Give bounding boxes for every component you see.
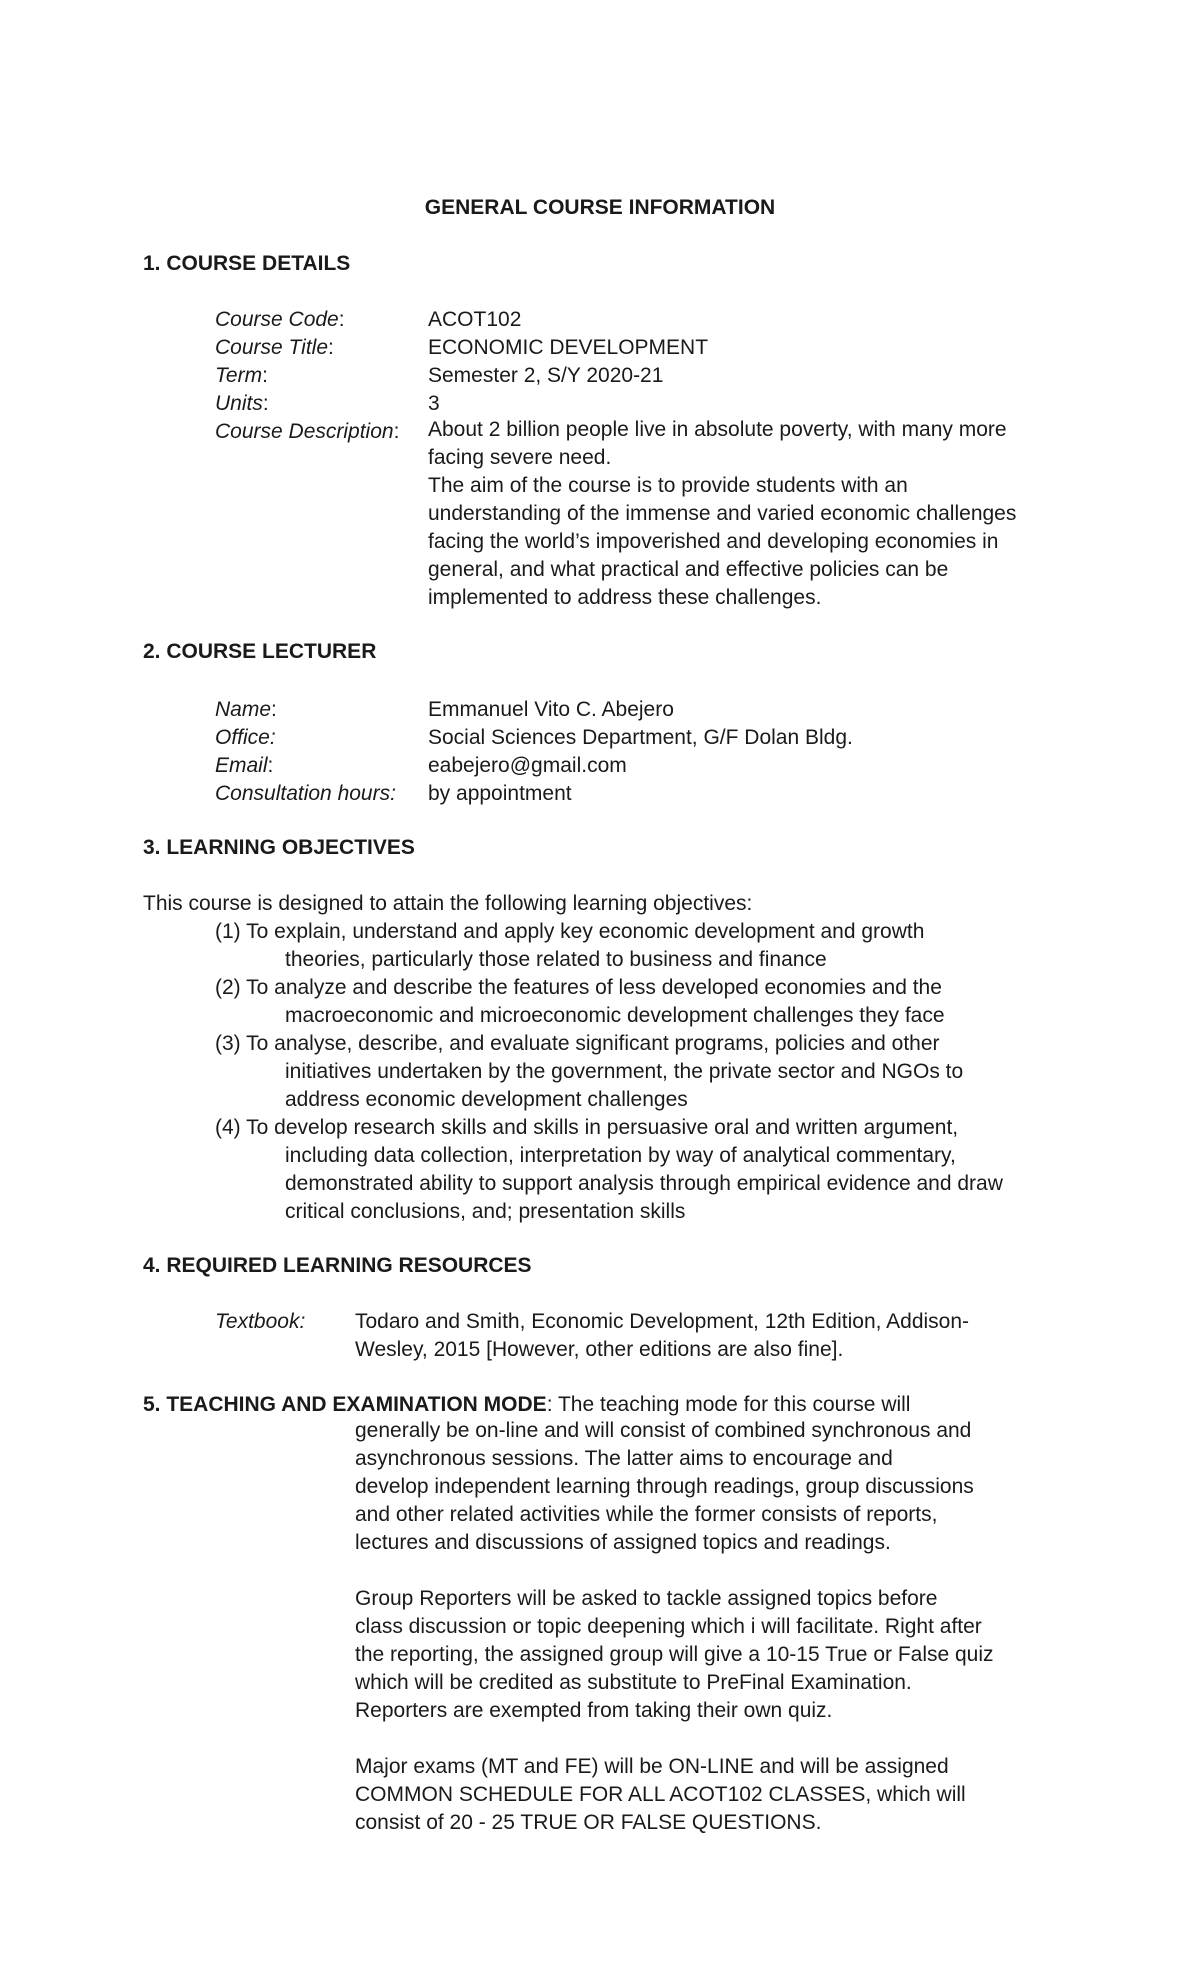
lecturer-office: Social Sciences Department, G/F Dolan Bldg. [428, 726, 853, 749]
group-reporters-paragraph: Group Reporters will be asked to tackle assigned topics before class discussion or topic deepening which i will facilitate. Right after the reporting, the assigned group will give a 10-15 True or False quiz which will be credited as substitute to PreFinal Examination. Reporters are exempted from taking their own quiz. [355, 1587, 994, 1722]
textbook-line: Todaro and Smith, Economic Development, 12th Edition, Addison- [355, 1310, 970, 1333]
field-value-course-code: ACOT102 [428, 308, 522, 331]
list-item: (2) To analyze and describe the features of less developed economies and the [215, 976, 942, 999]
field-label: Email: [215, 754, 274, 777]
course-description-text: About 2 billion people live in absolute poverty, with many more facing severe need. The aim of the course is to provide students with an understanding of the immense and varied economic challenges facing the world’s impoverished and developing economies in general, and what practical and effective policies can be implemented to address these challenges. [428, 418, 1017, 609]
section-heading-learning-objectives: 3. LEARNING OBJECTIVES [143, 836, 415, 859]
lecturer-consultation-hours: by appointment [428, 782, 572, 805]
lecturer-name: Emmanuel Vito C. Abejero [428, 698, 674, 721]
list-item-continuation: critical conclusions, and; presentation skills [285, 1200, 686, 1223]
field-label-course-description: Course Description: [215, 420, 400, 443]
field-label: Name: [215, 698, 277, 721]
section-heading-required-resources: 4. REQUIRED LEARNING RESOURCES [143, 1254, 532, 1277]
list-item-continuation: address economic development challenges [285, 1088, 688, 1111]
textbook-line: Wesley, 2015 [However, other editions are also fine]. [355, 1338, 844, 1361]
field-label: Consultation hours: [215, 782, 396, 805]
field-label: Office: [215, 726, 276, 749]
field-label: Course Code: [215, 308, 345, 331]
objectives-intro: This course is designed to attain the following learning objectives: [143, 892, 753, 915]
field-value-course-title: ECONOMIC DEVELOPMENT [428, 336, 709, 359]
field-value-term: Semester 2, S/Y 2020-21 [428, 364, 664, 387]
list-item-continuation: demonstrated ability to support analysis through empirical evidence and draw [285, 1172, 1003, 1195]
list-item-continuation: macroeconomic and microeconomic development challenges they face [285, 1004, 945, 1027]
list-item: (4) To develop research skills and skills in persuasive oral and written argument, [215, 1116, 959, 1139]
field-label: Term: [215, 364, 268, 387]
textbook-label: Textbook: [215, 1310, 306, 1333]
document-title: GENERAL COURSE INFORMATION [424, 196, 776, 219]
section-heading-teaching-mode: 5. TEACHING AND EXAMINATION MODE: The teaching mode for this course will [143, 1393, 911, 1416]
lecturer-email: eabejero@gmail.com [428, 754, 627, 777]
teaching-mode-paragraph: generally be on-line and will consist of combined synchronous and asynchronous sessions. The latter aims to encourage and develop independent learning through readings, group discussions and other related activities while the former consists of reports, lectures and discussions of assigned topics and readings. [355, 1419, 974, 1554]
list-item-continuation: initiatives undertaken by the government, the private sector and NGOs to [285, 1060, 964, 1083]
field-value-units: 3 [428, 392, 440, 415]
section-heading-course-lecturer: 2. COURSE LECTURER [143, 640, 377, 663]
list-item-continuation: including data collection, interpretation by way of analytical commentary, [285, 1144, 956, 1167]
list-item-continuation: theories, particularly those related to business and finance [285, 948, 827, 971]
field-label: Units: [215, 392, 269, 415]
section-heading-course-details: 1. COURSE DETAILS [143, 252, 351, 275]
field-label: Course Title: [215, 336, 334, 359]
major-exams-paragraph: Major exams (MT and FE) will be ON-LINE and will be assigned COMMON SCHEDULE FOR ALL ACOT102 CLASSES, which will consist of 20 - 25 TRUE OR FALSE QUESTIONS. [355, 1755, 966, 1834]
list-item: (1) To explain, understand and apply key economic development and growth [215, 920, 925, 943]
list-item: (3) To analyse, describe, and evaluate significant programs, policies and other [215, 1032, 940, 1055]
